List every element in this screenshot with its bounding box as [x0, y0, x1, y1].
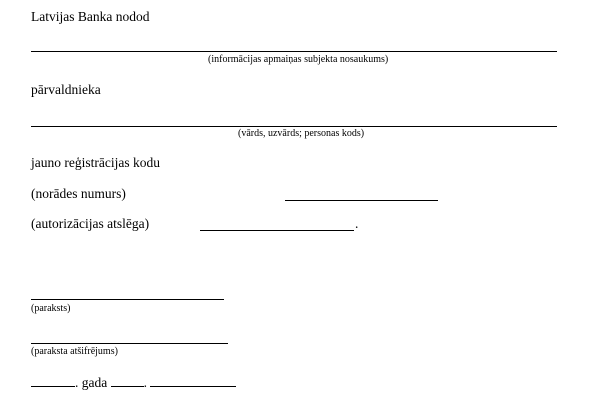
date-year-word: . gada [75, 375, 108, 390]
entity-name-caption: (informācijas apmaiņas subjekta nosaukums) [208, 54, 389, 65]
new-code-label: jauno reģistrācijas kodu [31, 155, 160, 170]
person-caption: (vārds, uzvārds; personas kods) [238, 128, 365, 139]
date-row [31, 374, 236, 391]
signature-caption: (paraksts) [31, 303, 71, 314]
date-day-blank [31, 374, 75, 387]
reference-blank [285, 200, 438, 201]
person-line [31, 126, 557, 127]
intro-text: Latvijas Banka nodod [31, 9, 150, 24]
signature-decode-caption: (paraksta atšifrējums) [31, 346, 118, 357]
reference-label: (norādes numurs) [31, 186, 126, 201]
date-year-blank [150, 374, 236, 387]
auth-key-label: (autorizācijas atslēga) [31, 216, 150, 231]
signature-decode-line [31, 343, 228, 344]
date-month-blank [111, 374, 144, 387]
entity-name-line [31, 51, 557, 52]
auth-key-end: . [355, 216, 359, 231]
signature-line [31, 299, 224, 300]
date-dot: . [143, 375, 147, 390]
auth-key-blank [200, 230, 354, 231]
manager-label: pārvaldnieka [31, 82, 101, 97]
